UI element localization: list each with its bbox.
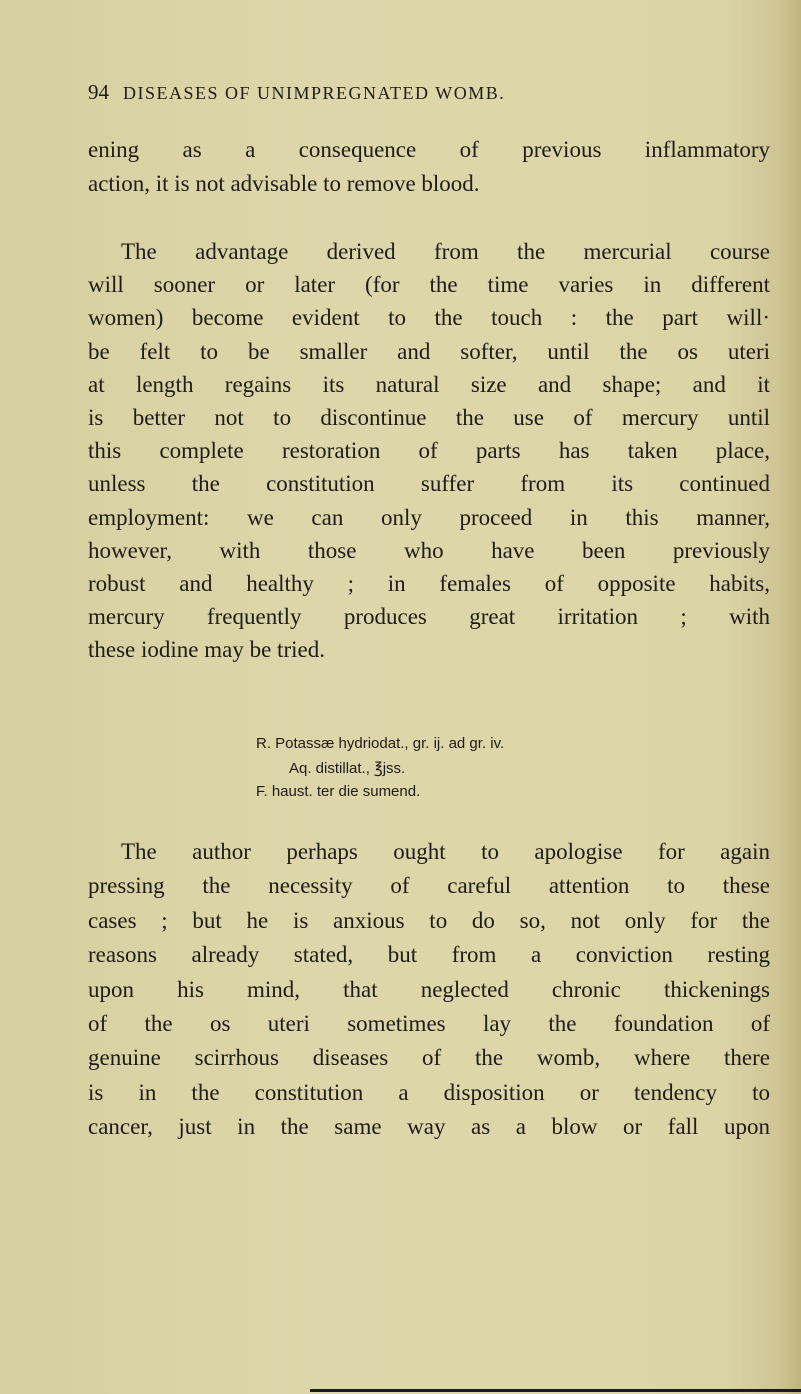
text-line: reasons already stated, but from a conviction resting xyxy=(88,942,770,968)
text-line: these iodine may be tried. xyxy=(88,637,325,663)
text-line: The author perhaps ought to apologise for again xyxy=(121,839,770,864)
text-line: robust and healthy ; in females of opposite habits, xyxy=(88,571,770,596)
text-line: The advantage derived from the mercurial course xyxy=(121,239,770,264)
text-line: at length regains its natural size and shape; and it xyxy=(88,371,770,397)
text-line: will sooner or later (for the time varies in different xyxy=(88,272,770,298)
text-line: cases ; but he is anxious to do so, not only for the xyxy=(88,907,770,933)
text-line: action, it is not advisable to remove blood. xyxy=(88,170,480,196)
text-line: genuine scirrhous diseases of the womb, where there xyxy=(88,1045,770,1071)
text-line: upon his mind, that neglected chronic thickenings xyxy=(88,976,770,1002)
text-line: unless the constitution suffer from its continued xyxy=(88,471,770,497)
text-line: mercury frequently produces great irritation ; with xyxy=(88,604,770,630)
text-line: is in the constitution a disposition or tendency to xyxy=(88,1079,770,1105)
text-line: ening as a consequence of previous inflammatory xyxy=(88,137,770,162)
text-line: cancer, just in the same way as a blow or fall upon xyxy=(88,1114,770,1140)
text-line: is better not to discontinue the use of mercury until xyxy=(88,405,770,430)
text-line: this complete restoration of parts has taken place, xyxy=(88,438,770,464)
text-line: however, with those who have been previously xyxy=(88,537,770,563)
text-line: of the os uteri sometimes lay the foundation of xyxy=(88,1011,770,1036)
running-title: DISEASES OF UNIMPREGNATED WOMB. xyxy=(123,83,506,103)
text-line: pressing the necessity of careful attention to these xyxy=(88,873,770,899)
text-line: employment: we can only proceed in this manner, xyxy=(88,504,770,530)
text-line: women) become evident to the touch : the part will· xyxy=(88,305,770,331)
prescription-line: R. Potassæ hydriodat., gr. ij. ad gr. iv. xyxy=(256,735,505,752)
text-line: be felt to be smaller and softer, until the os uteri xyxy=(88,338,770,364)
bottom-rule xyxy=(310,1389,801,1392)
page-number: 94 xyxy=(88,80,109,104)
running-header xyxy=(88,80,688,105)
prescription-line: Aq. distillat., ℥jss. xyxy=(289,760,406,777)
prescription-line: F. haust. ter die sumend. xyxy=(256,783,421,800)
